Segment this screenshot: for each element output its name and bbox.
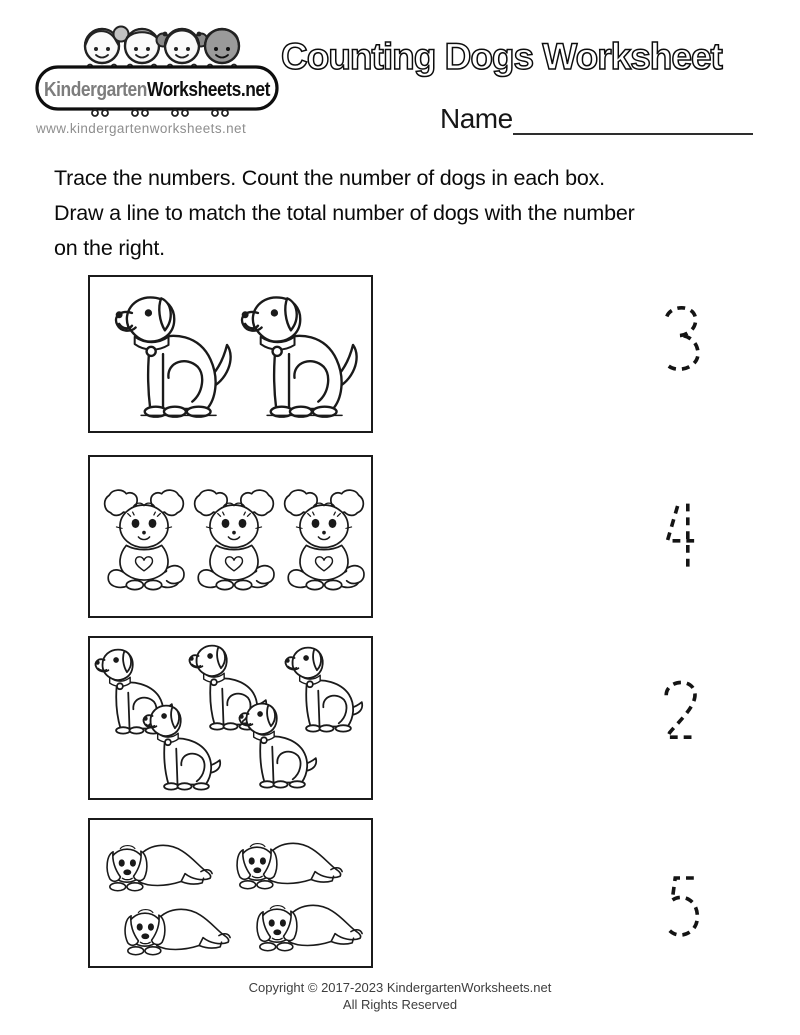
sitting-large-dog-illustration	[236, 285, 364, 425]
copyright-line: Copyright © 2017-2023 KindergartenWorksheets.net	[248, 980, 552, 995]
name-write-line	[513, 101, 753, 135]
logo-banner-text	[44, 79, 282, 101]
lying-dog-illustration	[96, 834, 220, 900]
dog-count-box-1	[88, 275, 373, 433]
kids-legs-icon	[92, 110, 228, 116]
dog-count-box-3	[88, 636, 373, 800]
instructions-line-3: on the right.	[54, 235, 165, 260]
sitting-large-dog-illustration	[110, 285, 238, 425]
logo-text-worksheets: Worksheets.net	[146, 79, 282, 101]
fluffy-puppy-illustration	[188, 473, 280, 605]
copyright-footer	[0, 979, 800, 1013]
trace-number-4	[650, 494, 710, 578]
kid-boy-curly-icon	[205, 29, 239, 63]
logo-kids-banner-illustration	[32, 12, 282, 122]
name-field	[440, 101, 753, 135]
trace-number-2	[650, 670, 710, 754]
trace-number-3	[650, 296, 710, 380]
instructions-line-2: Draw a line to match the total number of dogs with the number	[54, 200, 635, 225]
fluffy-puppy-illustration	[98, 473, 190, 605]
website-url: www.kindergartenworksheets.net	[36, 121, 247, 136]
logo-text-kindergarten: Kindergarten	[44, 79, 163, 101]
site-logo	[32, 12, 282, 127]
kid-girl-pigtails-icon	[157, 29, 208, 63]
sitting-puppy-illustration	[234, 698, 322, 794]
fluffy-puppy-illustration	[278, 473, 370, 605]
kid-girl-ponytail-icon	[85, 27, 129, 64]
page-title: Counting Dogs Worksheet	[281, 36, 722, 77]
instructions-text	[54, 161, 764, 265]
dog-count-box-4	[88, 818, 373, 968]
lying-dog-illustration	[246, 894, 370, 960]
instructions-line-1: Trace the numbers. Count the number of dogs in each box.	[54, 166, 605, 190]
sitting-puppy-illustration	[138, 700, 226, 796]
rights-line: All Rights Reserved	[342, 997, 458, 1013]
kid-boy-bowlcut-icon	[125, 29, 159, 63]
trace-number-5	[650, 866, 710, 950]
lying-dog-illustration	[114, 898, 238, 964]
lying-dog-illustration	[226, 832, 350, 898]
dog-count-box-2	[88, 455, 373, 618]
name-label: Name	[440, 103, 513, 134]
